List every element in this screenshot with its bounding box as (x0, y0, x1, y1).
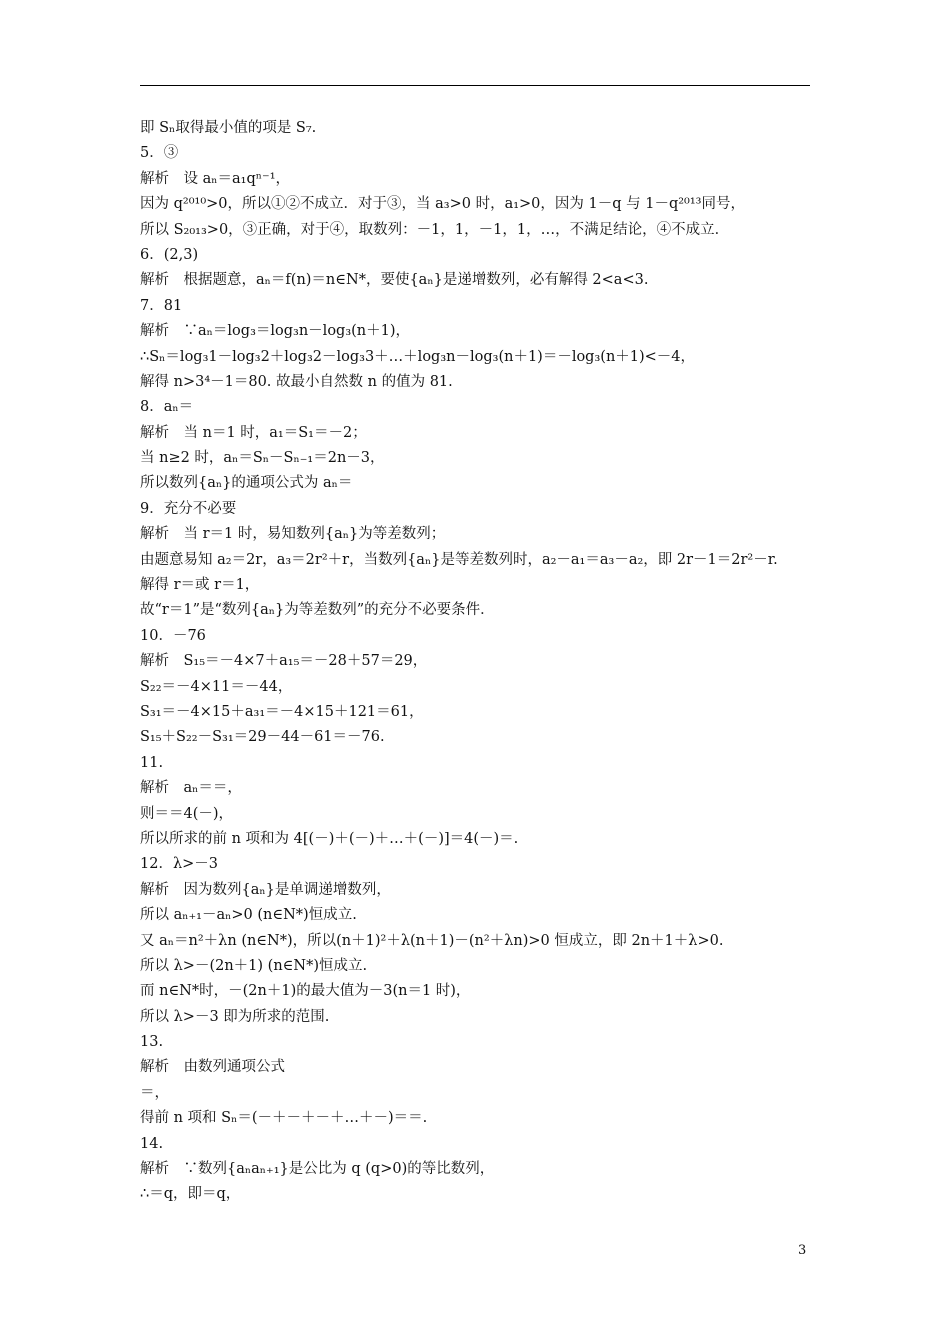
text-line (140, 598, 820, 623)
text-line (140, 675, 820, 700)
text-line (140, 751, 820, 776)
text-line (140, 1055, 820, 1080)
text-line (140, 1005, 820, 1030)
text-line-content: ＝， (140, 1084, 169, 1101)
text-line (140, 852, 820, 877)
text-line (140, 827, 820, 852)
text-line-content: 所以 aₙ₊₁－aₙ>0 (n∈N*)恒成立. (140, 907, 357, 924)
text-line-content: 5．③ (140, 145, 179, 162)
text-line-content: 即 Sₙ取得最小值的项是 S₇. (140, 120, 317, 136)
text-line-content: 11. (140, 754, 164, 771)
text-line-content: 因为 q²⁰¹⁰>0，所以①②不成立．对于③，当 a₃>0 时，a₁>0，因为 1－q 与 1－q²⁰¹³同号， (140, 196, 745, 213)
text-line-content: 解析 ∵aₙ＝log₃＝log₃n－log₃(n＋1)， (140, 323, 411, 340)
text-line-content: 由题意易知 a₂＝2r，a₃＝2r²＋r，当数列{aₙ}是等差数列时，a₂－a₁＝a₃－a₂，即 2r－1＝2r²－r. (140, 551, 778, 568)
text-line-content: 8．aₙ＝ (140, 399, 194, 416)
text-line (140, 141, 820, 166)
text-line (140, 649, 820, 674)
text-line-content: 解析 当 n＝1 时，a₁＝S₁＝－2； (140, 424, 367, 441)
text-line (140, 395, 820, 420)
text-line-content: 解得 r＝或 r＝1， (140, 577, 260, 594)
text-line (140, 1182, 820, 1207)
text-line-content: 解析 设 aₙ＝a₁qⁿ⁻¹， (140, 170, 291, 187)
text-line-content: 解析 当 r＝1 时，易知数列{aₙ}为等差数列； (140, 526, 446, 543)
text-line (140, 192, 820, 217)
text-line (140, 548, 820, 573)
text-line (140, 345, 820, 370)
text-line (140, 1106, 820, 1131)
text-line (140, 471, 820, 496)
text-line-content: 13. (140, 1034, 164, 1051)
text-line (140, 370, 820, 395)
text-line-content: 解析 aₙ＝＝， (140, 780, 242, 797)
text-line-content: 解析 ∵数列{aₙaₙ₊₁}是公比为 q (q>0)的等比数列， (140, 1161, 495, 1178)
text-line (140, 1081, 820, 1106)
text-line-content: 10．－76 (140, 627, 206, 644)
text-line-content: 6．(2,3) (140, 246, 199, 263)
text-line-content: 解得 n>3⁴－1＝80. 故最小自然数 n 的值为 81. (140, 373, 453, 390)
text-line (140, 446, 820, 471)
text-line-content: ∴Sₙ＝log₃1－log₃2＋log₃2－log₃3＋…＋log₃n－log₃(n＋1)＝－log₃(n＋1)<－4， (140, 348, 696, 365)
text-line-content: 所以 λ>－3 即为所求的范围. (140, 1008, 330, 1025)
text-line-content: 所以所求的前 n 项和为 4[(－)＋(－)＋…＋(－)]＝4(－)＝. (140, 830, 519, 847)
text-line-content: S₂₂＝－4×11＝－44， (140, 678, 293, 695)
text-line (140, 421, 820, 446)
text-line (140, 1030, 820, 1055)
text-line-content: 12．λ>－3 (140, 856, 219, 873)
text-line-content: ∴＝q，即＝q， (140, 1186, 241, 1203)
text-line (140, 116, 820, 141)
text-line-content: 得前 n 项和 Sₙ＝(－＋－＋－＋…＋－)＝＝. (140, 1110, 428, 1127)
text-line-content: 故“r＝1”是“数列{aₙ}为等差数列”的充分不必要条件． (140, 602, 495, 619)
text-line-content: 而 n∈N*时，－(2n＋1)的最大值为－3(n＝1 时)， (140, 983, 471, 1000)
text-line-content: 解析 S₁₅＝－4×7＋a₁₅＝－28＋57＝29， (140, 653, 428, 670)
text-line (140, 319, 820, 344)
text-line (140, 294, 820, 319)
text-line (140, 243, 820, 268)
text-line (140, 700, 820, 725)
text-line (140, 725, 820, 750)
text-line (140, 1157, 820, 1182)
text-line (140, 573, 820, 598)
text-line (140, 1132, 820, 1157)
text-line (140, 624, 820, 649)
text-line-content: 当 n≥2 时，aₙ＝Sₙ－Sₙ₋₁＝2n－3， (140, 450, 385, 467)
text-line-content: 所以 S₂₀₁₃>0，③正确，对于④，取数列：－1，1，－1，1，…，不满足结论，④不成立． (140, 221, 730, 238)
text-line-content: 所以数列{aₙ}的通项公式为 aₙ＝ (140, 475, 353, 492)
text-line-content: S₃₁＝－4×15＋a₃₁＝－4×15＋121＝61， (140, 703, 424, 720)
text-line (140, 218, 820, 243)
text-line-content: 解析 根据题意，aₙ＝f(n)＝n∈N*，要使{aₙ}是递增数列，必有解得 2<a<3. (140, 272, 649, 289)
text-line-content: 9．充分不必要 (140, 500, 237, 517)
text-line (140, 878, 820, 903)
page-number: 3 (798, 1243, 807, 1258)
text-line-content: 所以 λ>－(2n＋1) (n∈N*)恒成立. (140, 957, 368, 974)
text-line-content: 又 aₙ＝n²＋λn (n∈N*)，所以(n＋1)²＋λ(n＋1)－(n²＋λn)>0 恒成立，即 2n＋1＋λ>0. (140, 932, 724, 949)
text-line-content: 解析 因为数列{aₙ}是单调递增数列， (140, 881, 391, 898)
text-line-content: 7．81 (140, 297, 183, 314)
text-line (140, 954, 820, 979)
text-line (140, 802, 820, 827)
text-line (140, 979, 820, 1004)
text-line-content: 则＝＝4(－)， (140, 805, 234, 822)
text-line (140, 776, 820, 801)
text-line-content: S₁₅＋S₂₂－S₃₁＝29－44－61＝－76. (140, 729, 385, 746)
text-line-content: 解析 由数列通项公式 (140, 1059, 285, 1076)
text-line (140, 903, 820, 928)
text-line (140, 497, 820, 522)
answer-text-body (140, 116, 820, 1208)
text-line (140, 167, 820, 192)
header-rule (140, 85, 810, 86)
text-line (140, 268, 820, 293)
text-line (140, 929, 820, 954)
text-line-content: 14. (140, 1135, 164, 1152)
text-line (140, 522, 820, 547)
